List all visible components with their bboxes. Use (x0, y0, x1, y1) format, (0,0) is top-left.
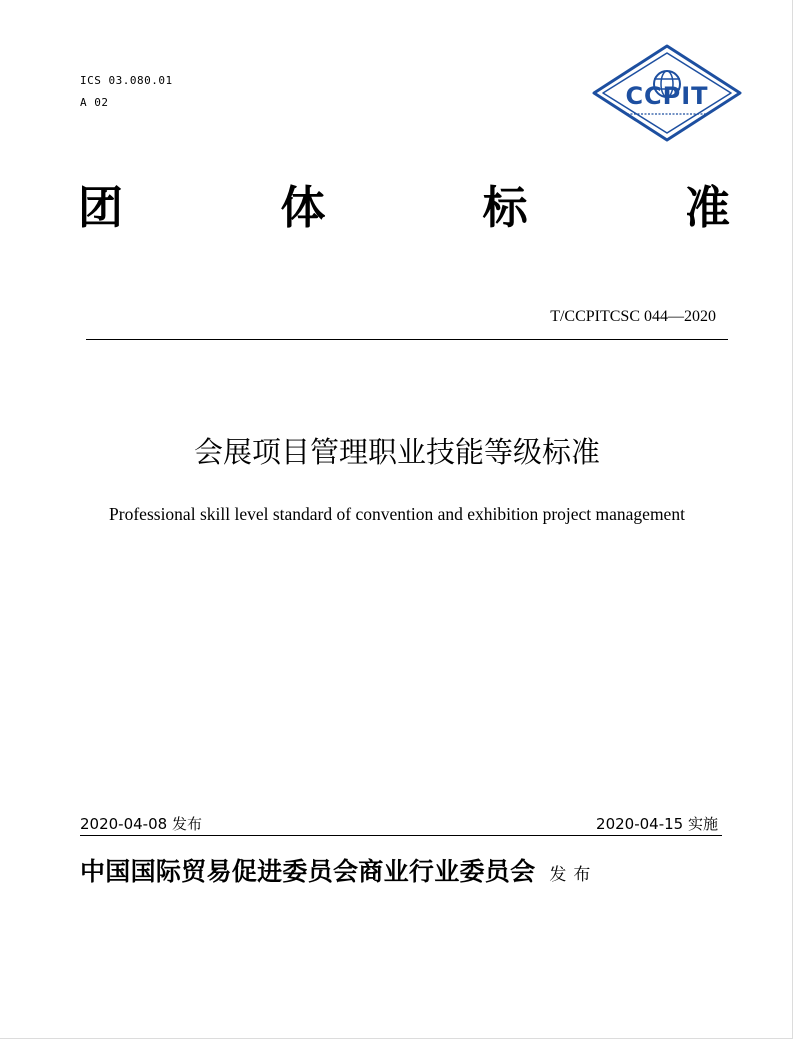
publisher-name: 中国国际贸易促进委员会商业行业委员会 (80, 857, 536, 886)
publisher-action: 发布 (549, 865, 598, 885)
title-english: Professional skill level standard of convention and exhibition project management (109, 504, 685, 524)
issue-date: 2020-04-08 发布 (80, 815, 202, 833)
publisher-line (80, 855, 730, 889)
top-divider (86, 339, 728, 340)
standard-number: T/CCPITCSC 044—2020 (550, 308, 716, 325)
standard-kind-char: 准 (684, 181, 730, 234)
bottom-divider (80, 835, 722, 836)
ccs-code: A 02 (80, 96, 109, 109)
title-chinese: 会展项目管理职业技能等级标准 (193, 435, 600, 469)
standard-kind-char: 体 (280, 181, 326, 234)
ccpit-logo (592, 44, 742, 142)
svg-text:CCPIT: CCPIT (625, 82, 709, 110)
standard-kind (78, 178, 730, 238)
standard-kind-char: 标 (482, 181, 528, 234)
ics-code: ICS 03.080.01 (80, 74, 173, 87)
implementation-date: 2020-04-15 实施 (596, 815, 718, 833)
standard-kind-char: 团 (78, 181, 124, 234)
